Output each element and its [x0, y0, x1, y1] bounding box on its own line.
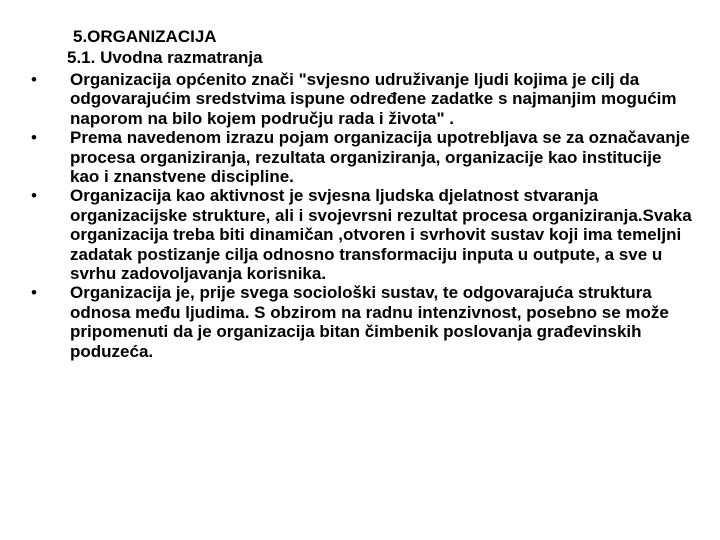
paragraph-text: Organizacija općenito znači "svjesno udruživanje ljudi kojima je cilj da odgovarajućim sredstvima ispune određene zadatke s najmanjim mogućim naporom na bilo kojem području rada i života" . — [70, 70, 677, 128]
bullet-list — [28, 70, 692, 361]
bullet-icon: • — [31, 70, 37, 89]
bullet-icon: • — [31, 128, 37, 148]
paragraph-text: Organizacija kao aktivnost je svjesna ljudska djelatnost stvaranja organizacijske strukture, ali i svojevrsni rezultat procesa organiziranja.Svaka organizacija treba biti dinamičan ,otvoren i svrhovit sustav koji ima temeljni zadatak postizanje cilja odnosno transformaciju inputa u outpute, a sve u svrhu zadovoljavanja korisnika. — [70, 186, 692, 284]
section-title: 5.ORGANIZACIJA — [73, 27, 217, 46]
list-item — [28, 283, 692, 361]
list-item — [28, 186, 692, 283]
subsection-title: 5.1. Uvodna razmatranja — [67, 48, 263, 67]
paragraph-text: Prema navedenom izrazu pojam organizacija upotrebljava se za označavanje procesa organiziranja, rezultata organiziranja, organizacije kao institucije kao i znanstvene discipline. — [70, 128, 690, 187]
list-item — [28, 70, 692, 128]
paragraph-text: Organizacija je, prije svega sociološki sustav, te odgovarajuća struktura odnosa među ljudima. S obzirom na radnu intenzivnost, posebno se može pripomenuti da je organizacija bitan čimbenik poslovanja građevinskih poduzeća. — [70, 283, 669, 361]
bullet-icon: • — [31, 186, 37, 206]
list-item — [28, 128, 692, 186]
bullet-icon: • — [31, 283, 37, 303]
